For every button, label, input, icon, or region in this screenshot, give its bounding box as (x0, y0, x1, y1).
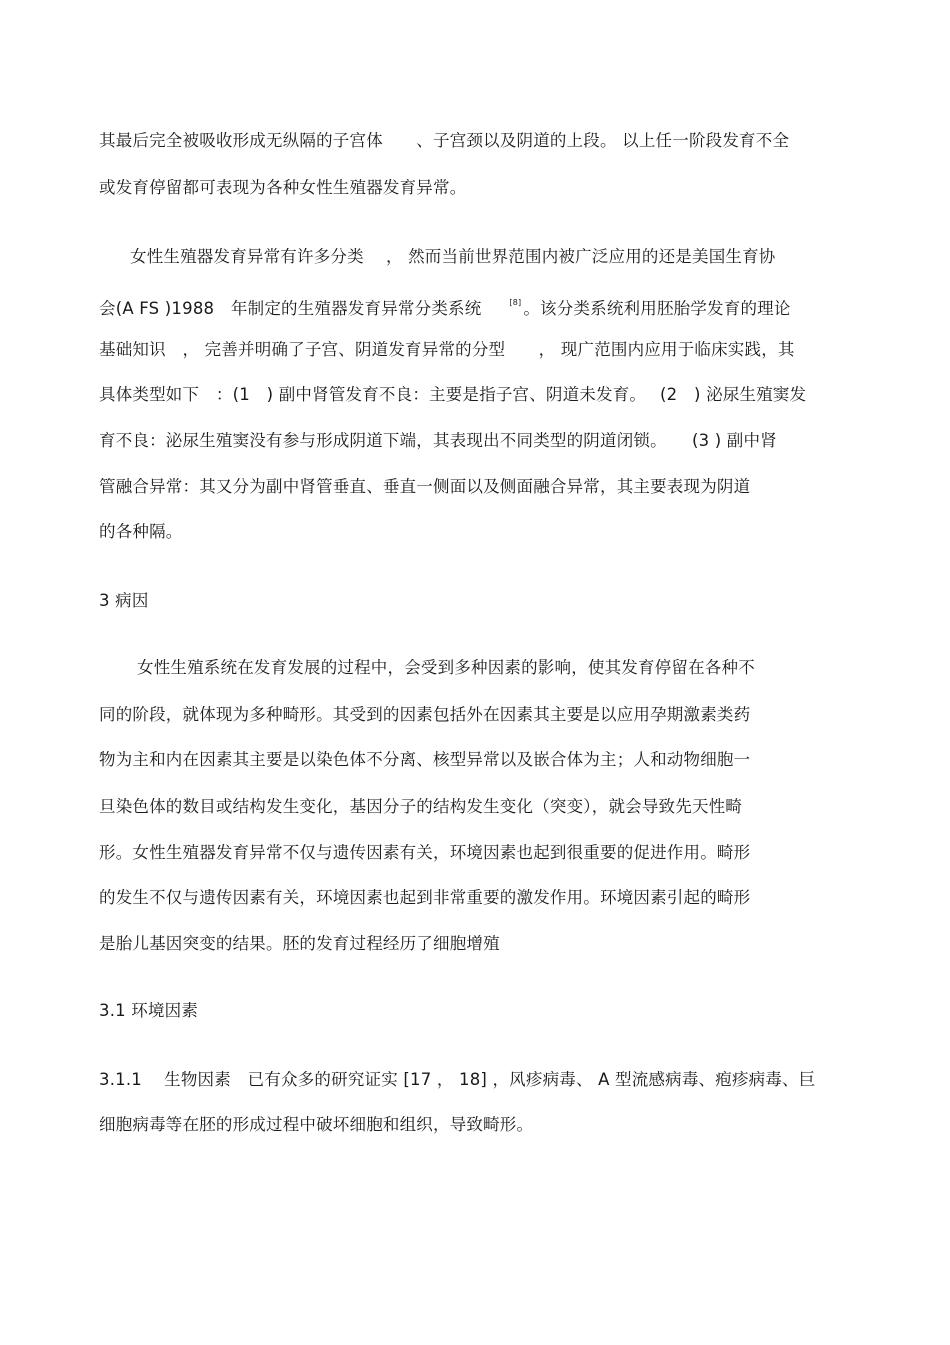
paragraph-1-line-2: 或发育停留都可表现为各种女性生殖器发育异常。 (99, 178, 467, 197)
paragraph-3-line-4: 旦染色体的数目或结构发生变化，基因分子的结构发生变化（突变），就会导致先天性畸 (99, 797, 743, 816)
paragraph-2-line-2-text-a: 会(A FS )1988 年制定的生殖器发育异常分类系统 (99, 299, 482, 318)
citation-ref-8: [8] (509, 298, 522, 307)
paragraph-2-line-6: 管融合异常：其又分为副中肾管垂直、垂直一侧面以及侧面融合异常，其主要表现为阴道 (99, 477, 751, 496)
paragraph-3-line-7: 是胎儿基因突变的结果。胚的发育过程经历了细胞增殖 (99, 934, 500, 953)
paragraph-4-line-1: 3.1.1 生物因素 已有众多的研究证实 [17 ， 18] ，风疹病毒、 A 型流感病毒、疱疹病毒、巨 (99, 1070, 816, 1089)
paragraph-2-line-2 (99, 292, 791, 320)
paragraph-2-line-4: 具体类型如下 ：(1 ) 副中肾管发育不良：主要是指子宫、阴道未发育。 (2 ) 泌尿生殖窦发 (99, 385, 807, 404)
paragraph-2-line-2-text-b: 。该分类系统利用胚胎学发育的理论 (523, 299, 791, 318)
paragraph-2-line-7: 的各种隔。 (99, 522, 183, 541)
paragraph-3-line-2: 同的阶段，就体现为多种畸形。其受到的因素包括外在因素其主要是以应用孕期激素类药 (99, 705, 751, 724)
paragraph-3-line-5: 形。女性生殖器发育异常不仅与遗传因素有关，环境因素也起到很重要的促进作用。畸形 (99, 843, 751, 862)
paragraph-3-line-6: 的发生不仅与遗传因素有关，环境因素也起到非常重要的激发作用。环境因素引起的畸形 (99, 888, 751, 907)
paragraph-3-line-1: 女性生殖系统在发育发展的过程中，会受到多种因素的影响，使其发育停留在各种不 (137, 658, 755, 677)
paragraph-2-line-3: 基础知识 ， 完善并明确了子宫、阴道发育异常的分型 ， 现广范围内应用于临床实践，其 (99, 340, 795, 359)
paragraph-2-line-1: 女性生殖器发育异常有许多分类 ， 然而当前世界范围内被广泛应用的还是美国生育协 (130, 247, 776, 266)
paragraph-4-line-2: 细胞病毒等在胚的形成过程中破坏细胞和组织，导致畸形。 (99, 1115, 534, 1134)
paragraph-3-line-3: 物为主和内在因素其主要是以染色体不分离、核型异常以及嵌合体为主；人和动物细胞一 (99, 750, 751, 769)
paragraph-2-line-5: 育不良：泌尿生殖窦没有参与形成阴道下端，其表现出不同类型的阴道闭锁。 (3 ) 副中肾 (99, 431, 777, 450)
section-heading-3: 3 病因 (99, 591, 149, 610)
section-heading-3-1: 3.1 环境因素 (99, 1001, 199, 1020)
paragraph-1-line-1: 其最后完全被吸收形成无纵隔的子宫体 、子宫颈以及阴道的上段。 以上任一阶段发育不全 (99, 131, 790, 150)
